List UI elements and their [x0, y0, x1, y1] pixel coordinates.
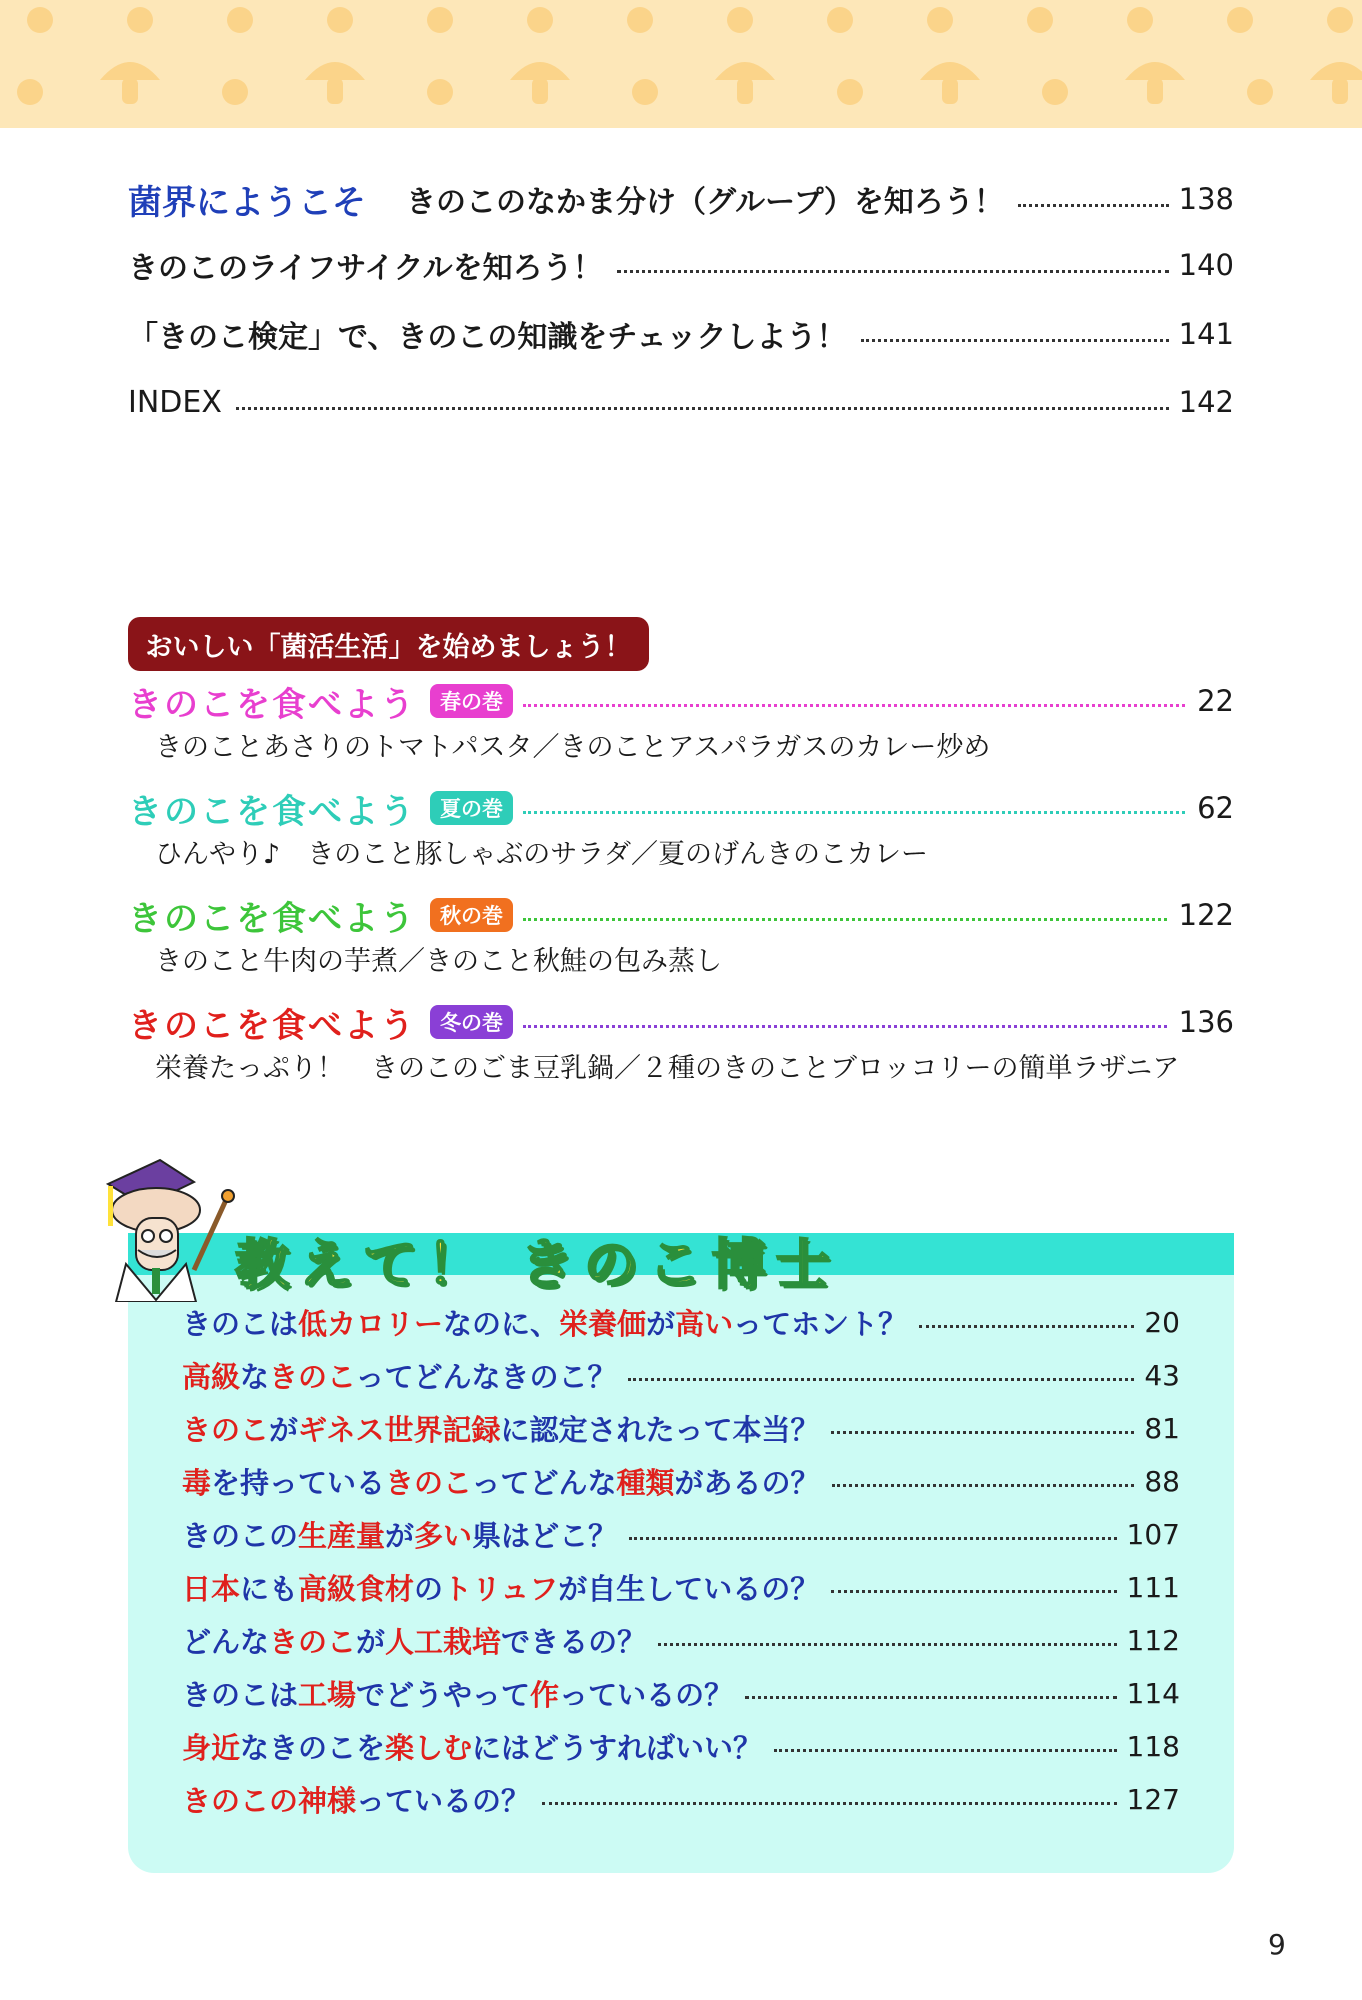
dotted-leader [523, 811, 1185, 814]
toc-entry-kentei[interactable] [128, 312, 1234, 356]
question-fragment: の [414, 1571, 444, 1606]
season-badge: 夏の巻 [430, 791, 513, 825]
question-fragment: 高級 [182, 1359, 241, 1394]
season-title: きのこを食べよう [128, 1005, 416, 1046]
dotted-leader [523, 918, 1167, 921]
season-entry-summer[interactable] [128, 786, 1234, 830]
question-fragment: でどうやって [356, 1677, 531, 1712]
dotted-leader [523, 1025, 1167, 1028]
season-title: きのこを食べよう [128, 791, 416, 832]
hakase-question [182, 1514, 617, 1555]
toc-title: INDEX [128, 384, 222, 420]
question-fragment: にはどうすればいい？ [472, 1730, 763, 1765]
question-fragment: 身近 [182, 1730, 241, 1765]
question-fragment: が [385, 1518, 415, 1553]
hakase-title: 教えて！ きのこ博士 [235, 1232, 840, 1296]
question-fragment: が自生しているの？ [558, 1571, 820, 1606]
hakase-page-number: 127 [1126, 1782, 1180, 1816]
hakase-question [182, 1461, 820, 1502]
season-page-number: 122 [1178, 898, 1234, 932]
question-fragment: っているの？ [559, 1677, 734, 1712]
page-number: 9 [1268, 1928, 1286, 1961]
question-fragment: にも [240, 1571, 299, 1606]
hakase-question-row[interactable] [182, 1300, 1180, 1344]
dotted-leader [745, 1696, 1116, 1699]
toc-page-number: 142 [1178, 385, 1234, 419]
question-fragment: を持っている [211, 1465, 386, 1500]
hakase-question [182, 1673, 733, 1714]
question-fragment: きのこの [182, 1783, 299, 1818]
dotted-leader [236, 407, 1169, 410]
question-fragment: が [269, 1412, 299, 1447]
hakase-question-row[interactable] [182, 1724, 1180, 1768]
toc-page-number: 140 [1178, 248, 1234, 282]
question-fragment: 種類 [616, 1465, 675, 1500]
toc-section-label: 菌界にようこそ [128, 182, 366, 223]
season-subtitle: きのこと牛肉の芋煮／きのこと秋鮭の包み蒸し [155, 946, 722, 977]
question-fragment: 工場 [298, 1677, 357, 1712]
question-fragment: 栄養価 [559, 1306, 647, 1341]
hakase-question [182, 1355, 616, 1396]
season-subtitle: 栄養たっぷり！ きのこのごま豆乳鍋／２種のきのことブロッコリーの簡単ラザニア [155, 1053, 1180, 1084]
hakase-question [182, 1408, 819, 1449]
hakase-question-row[interactable] [182, 1406, 1180, 1450]
hakase-question [182, 1779, 530, 1820]
question-fragment: が [356, 1624, 386, 1659]
question-fragment: が [646, 1306, 676, 1341]
season-entry-autumn[interactable] [128, 893, 1234, 937]
hakase-page-number: 88 [1144, 1464, 1180, 1498]
question-fragment: きのこ [269, 1624, 357, 1659]
hakase-question-row[interactable] [182, 1565, 1180, 1609]
question-fragment: ってホント？ [733, 1306, 908, 1341]
question-fragment: きのこ [269, 1359, 356, 1394]
season-page-number: 62 [1197, 791, 1234, 825]
hakase-question-row[interactable] [182, 1777, 1180, 1821]
decorative-header-band [0, 0, 1362, 128]
question-fragment: なきのこを [240, 1730, 386, 1765]
question-fragment: 低カロリー [298, 1306, 444, 1341]
hakase-question-row[interactable] [182, 1618, 1180, 1662]
season-title: きのこを食べよう [128, 898, 416, 939]
toc-title: きのこのなかま分け（グループ）を知ろう！ [406, 185, 1004, 220]
dotted-leader [861, 339, 1169, 342]
season-badge: 秋の巻 [430, 898, 513, 932]
season-badge: 冬の巻 [430, 1005, 513, 1039]
hakase-page-number: 107 [1126, 1517, 1180, 1551]
question-fragment: きのこ [182, 1412, 270, 1447]
mushroom-pattern-icon [0, 0, 1362, 128]
dotted-leader [831, 1590, 1116, 1593]
dotted-leader [831, 1431, 1134, 1434]
dotted-leader [832, 1484, 1135, 1487]
recipe-section-header: おいしい「菌活生活」を始めましょう！ [128, 617, 649, 671]
season-title: きのこを食べよう [128, 684, 416, 725]
hakase-page-number: 112 [1126, 1623, 1180, 1657]
question-fragment: ってどんなきのこ？ [355, 1359, 617, 1394]
hakase-question-row[interactable] [182, 1512, 1180, 1556]
question-fragment: なのに、 [443, 1306, 560, 1341]
question-fragment: ってどんな [471, 1465, 617, 1500]
question-fragment: に認定されたって本当？ [500, 1412, 820, 1447]
hakase-page-number: 118 [1126, 1729, 1180, 1763]
dotted-leader [628, 1378, 1134, 1381]
toc-entry-lifecycle[interactable] [128, 243, 1234, 287]
hakase-question-row[interactable] [182, 1353, 1180, 1397]
dotted-leader [629, 1537, 1116, 1540]
hakase-question-row[interactable] [182, 1671, 1180, 1715]
season-page-number: 136 [1178, 1005, 1234, 1039]
hakase-question [182, 1726, 762, 1767]
question-fragment: トリュフ [443, 1571, 559, 1606]
toc-title: きのこのライフサイクルを知ろう！ [128, 251, 603, 286]
question-fragment: があるの？ [674, 1465, 820, 1500]
season-entry-winter[interactable] [128, 1000, 1234, 1044]
season-badge: 春の巻 [430, 684, 513, 718]
hakase-page-number: 111 [1126, 1570, 1180, 1604]
season-subtitle: ひんやり♪ きのこと豚しゃぶのサラダ／夏のげんきのこカレー [155, 839, 928, 870]
hakase-page-number: 20 [1144, 1305, 1180, 1339]
question-fragment: 日本 [182, 1571, 241, 1606]
hakase-question [182, 1620, 646, 1661]
hakase-question-row[interactable] [182, 1459, 1180, 1503]
season-entry-spring[interactable] [128, 679, 1234, 723]
toc-entry-index[interactable] [128, 380, 1234, 424]
question-fragment: 人工栽培 [385, 1624, 502, 1659]
hakase-question [182, 1302, 907, 1343]
dotted-leader [1018, 204, 1169, 207]
toc-entry-grouping[interactable] [128, 177, 1234, 221]
hakase-page-number: 114 [1126, 1676, 1180, 1710]
season-subtitle: きのことあさりのトマトパスタ／きのことアスパラガスのカレー炒め [155, 732, 991, 763]
dotted-leader [774, 1749, 1116, 1752]
question-fragment: 神様 [298, 1783, 357, 1818]
hakase-page-number: 81 [1144, 1411, 1180, 1445]
question-fragment: 多い [414, 1518, 473, 1553]
hakase-question [182, 1567, 819, 1608]
toc-page-number: 141 [1178, 317, 1234, 351]
dotted-leader [523, 704, 1185, 707]
question-fragment: 作 [530, 1677, 560, 1712]
question-fragment: きのこは [182, 1306, 299, 1341]
hakase-page-number: 43 [1144, 1358, 1180, 1392]
question-fragment: ギネス世界記録 [298, 1412, 501, 1447]
question-fragment: どんな [182, 1624, 270, 1659]
question-fragment: できるの？ [501, 1624, 647, 1659]
question-fragment: っているの？ [356, 1783, 531, 1818]
question-fragment: 県はどこ？ [472, 1518, 618, 1553]
dotted-leader [617, 270, 1169, 273]
question-fragment: な [240, 1359, 270, 1394]
question-fragment: 生産量 [298, 1518, 386, 1553]
question-fragment: 高い [675, 1306, 734, 1341]
mushroom-professor-icon [98, 1152, 248, 1302]
question-fragment: 毒 [182, 1465, 212, 1500]
toc-title: 「きのこ検定」で、きのこの知識をチェックしよう！ [128, 320, 847, 355]
question-fragment: 楽しむ [385, 1730, 473, 1765]
question-fragment: きのこは [182, 1677, 299, 1712]
question-fragment: きのこの [182, 1518, 299, 1553]
season-page-number: 22 [1197, 684, 1234, 718]
question-fragment: 高級食材 [298, 1571, 415, 1606]
dotted-leader [658, 1643, 1116, 1646]
dotted-leader [542, 1802, 1117, 1805]
toc-page-number: 138 [1178, 182, 1234, 216]
dotted-leader [919, 1325, 1134, 1328]
question-fragment: きのこ [385, 1465, 472, 1500]
